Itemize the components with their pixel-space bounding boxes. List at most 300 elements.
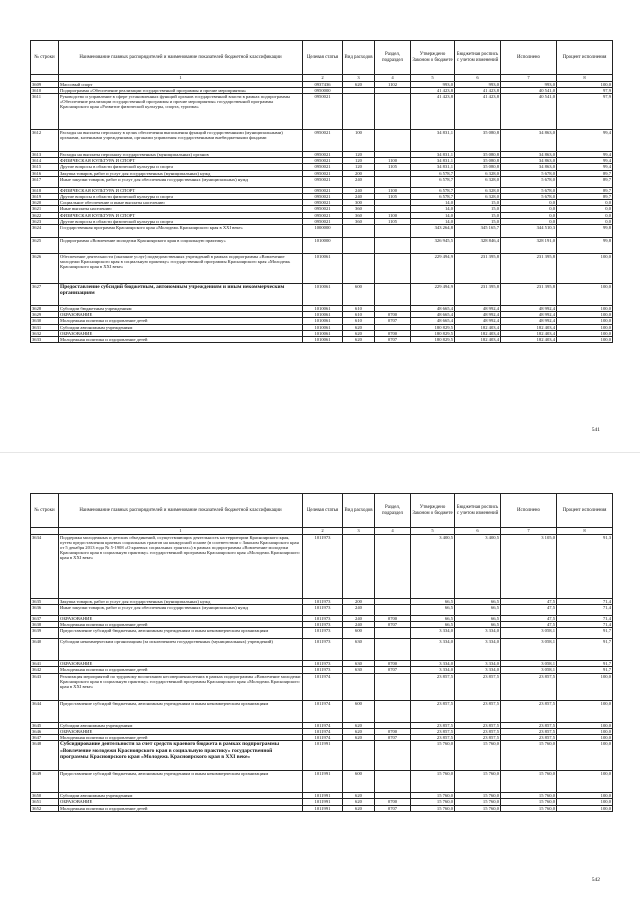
- row-number: 3627: [31, 284, 59, 306]
- row-executed: 0,0: [501, 206, 557, 212]
- row-number: 3649: [31, 771, 59, 793]
- row-percent: 99,4: [557, 164, 613, 170]
- row-section: 0707: [375, 337, 411, 343]
- row-approved: 3 334,0: [411, 628, 455, 639]
- row-approved: 6 578,7: [411, 176, 455, 187]
- row-approved: 3 334,0: [411, 667, 455, 673]
- row-name: Молодежная политика и оздоровление детей: [59, 318, 303, 324]
- row-name: Молодежная политика и оздоровление детей: [59, 805, 303, 811]
- row-target-code: 1010061: [303, 318, 343, 324]
- row-executed: 48 992,4: [501, 306, 557, 312]
- page-number: 542: [591, 877, 600, 883]
- row-name: Иные выплаты населению: [59, 206, 303, 212]
- row-number: 3611: [31, 94, 59, 130]
- row-schedule: 35 080,8: [455, 130, 501, 152]
- row-approved: 15 760,0: [411, 805, 455, 811]
- col-index: 6: [455, 528, 501, 535]
- row-percent: 91,7: [557, 628, 613, 639]
- row-approved: 34 831,1: [411, 152, 455, 158]
- row-schedule: 3 334,0: [455, 661, 501, 667]
- table-row: [31, 176, 613, 187]
- row-schedule: 15 760,0: [455, 799, 501, 805]
- row-approved: 48 665,4: [411, 312, 455, 318]
- table-row: [31, 741, 613, 771]
- row-number: 3635: [31, 598, 59, 604]
- row-approved: 343 264,8: [411, 225, 455, 238]
- row-schedule: 6 328,0: [455, 170, 501, 176]
- document-page-541: [0, 0, 640, 452]
- row-expense-type: [343, 254, 375, 284]
- row-executed: 23 857,5: [501, 735, 557, 741]
- row-approved: 326 945,5: [411, 238, 455, 254]
- row-number: 3626: [31, 254, 59, 284]
- row-section: [375, 771, 411, 793]
- row-expense-type: 610: [343, 312, 375, 318]
- row-name: Субсидии автономным учреждениям: [59, 722, 303, 728]
- row-schedule: 182 403,4: [455, 330, 501, 336]
- row-executed: 182 403,4: [501, 330, 557, 336]
- row-number: 3630: [31, 318, 59, 324]
- row-executed: 3 058,1: [501, 661, 557, 667]
- row-number: 3640: [31, 639, 59, 661]
- row-section: 1105: [375, 164, 411, 170]
- row-executed: 15 760,0: [501, 771, 557, 793]
- row-target-code: 0950021: [303, 212, 343, 218]
- row-target-code: 0950021: [303, 94, 343, 130]
- row-approved: 66,5: [411, 615, 455, 621]
- row-schedule: 182 403,4: [455, 337, 501, 343]
- row-executed: 34 863,0: [501, 152, 557, 158]
- col-header-percent: Процент исполнения: [557, 494, 613, 528]
- col-index: 5: [411, 75, 455, 82]
- row-name: Молодежная политика и оздоровление детей: [59, 735, 303, 741]
- row-percent: 100,0: [557, 805, 613, 811]
- row-schedule: 66,5: [455, 622, 501, 628]
- row-section: 0707: [375, 318, 411, 324]
- row-expense-type: 610: [343, 318, 375, 324]
- row-number: 3651: [31, 799, 59, 805]
- budget-table: [30, 493, 613, 812]
- row-name: Предоставление субсидий бюджетным, автономным учреждениям и иным некоммерческим организациям: [59, 771, 303, 793]
- table-row: [31, 94, 613, 130]
- row-expense-type: 240: [343, 622, 375, 628]
- row-target-code: 1011973: [303, 661, 343, 667]
- row-executed: 47,5: [501, 615, 557, 621]
- col-header-vid: Вид расходов: [343, 41, 375, 75]
- row-executed: 48 992,4: [501, 318, 557, 324]
- row-number: 3629: [31, 312, 59, 318]
- row-number: 3614: [31, 158, 59, 164]
- row-target-code: 1010061: [303, 337, 343, 343]
- row-approved: 14,0: [411, 218, 455, 224]
- row-executed: 231 395,8: [501, 254, 557, 284]
- col-header-schedule: Бюджетная роспись с учетом изменений: [455, 41, 501, 75]
- row-number: 3624: [31, 225, 59, 238]
- row-percent: 100,0: [557, 722, 613, 728]
- col-header-approved: Утверждено Законом о бюджете: [411, 494, 455, 528]
- row-approved: 14,0: [411, 206, 455, 212]
- row-number: 3638: [31, 622, 59, 628]
- row-approved: 34 831,1: [411, 158, 455, 164]
- row-target-code: 1010061: [303, 254, 343, 284]
- row-target-code: 1011973: [303, 598, 343, 604]
- row-percent: 99,4: [557, 152, 613, 158]
- row-approved: 6 578,7: [411, 187, 455, 193]
- row-percent: 100,0: [557, 306, 613, 312]
- table-row: [31, 604, 613, 615]
- row-target-code: 1011974: [303, 722, 343, 728]
- row-percent: 89,7: [557, 176, 613, 187]
- row-section: [375, 225, 411, 238]
- row-name: Социальное обеспечение и иные выплаты населению: [59, 200, 303, 206]
- row-percent: 100,0: [557, 673, 613, 700]
- row-number: 3650: [31, 793, 59, 799]
- row-target-code: 0950021: [303, 200, 343, 206]
- row-schedule: 3 334,0: [455, 639, 501, 661]
- row-section: 1100: [375, 212, 411, 218]
- row-name: Расходы на выплаты персоналу в целях обеспечения выполнения функций государственными (муниципальными) органами, казенными учреждениями, органами управления государственными внебюджетными фондами: [59, 130, 303, 152]
- row-schedule: 6 328,0: [455, 176, 501, 187]
- row-section: 0707: [375, 667, 411, 673]
- row-section: 1105: [375, 194, 411, 200]
- row-number: 3644: [31, 700, 59, 722]
- row-approved: 180 829,5: [411, 337, 455, 343]
- col-header-num: № строки: [31, 41, 59, 75]
- row-number: 3616: [31, 170, 59, 176]
- row-name: Массовый спорт: [59, 81, 303, 87]
- row-executed: 3 058,1: [501, 628, 557, 639]
- row-expense-type: 620: [343, 324, 375, 330]
- row-name: Субсидии автономным учреждениям: [59, 793, 303, 799]
- row-name: ФИЗИЧЕСКАЯ КУЛЬТУРА И СПОРТ: [59, 212, 303, 218]
- row-percent: 99,8: [557, 225, 613, 238]
- row-section: 0700: [375, 661, 411, 667]
- col-index: 6: [455, 75, 501, 82]
- col-header-razd: Раздел, подраздел: [375, 41, 411, 75]
- row-name: Поддержка молодежных и детских объединений, осуществляющих деятельность на территории Красноярского края, путем предоставления краевых социальных грантов на конкурсной основе (в соответствии с Законом Красноярского края от 5 декабря 2013 года № 5-1908 «О краевых социальных грантах») в рамках подпрограммы «Вовлечение молодежи Красноярского края в социальную практику» государственной программы Красноярского края «Молодежь Красноярского края в XXI веке»: [59, 534, 303, 598]
- table-row: [31, 225, 613, 238]
- row-name: Предоставление субсидий бюджетным, автономным учреждениям и иным некоммерческим организациям: [59, 700, 303, 722]
- row-schedule: 231 395,8: [455, 254, 501, 284]
- row-percent: 100,0: [557, 337, 613, 343]
- row-approved: 34 831,1: [411, 164, 455, 170]
- row-target-code: 1011991: [303, 805, 343, 811]
- row-target-code: 1011973: [303, 639, 343, 661]
- row-name: Иные закупки товаров, работ и услуг для обеспечения государственных (муниципальных) нужд: [59, 176, 303, 187]
- row-schedule: 3 334,0: [455, 628, 501, 639]
- row-approved: 34 831,1: [411, 130, 455, 152]
- row-expense-type: 120: [343, 158, 375, 164]
- page-number: 541: [591, 427, 600, 433]
- row-approved: 993,0: [411, 81, 455, 87]
- row-name: Расходы на выплаты персоналу государственных (муниципальных) органов: [59, 152, 303, 158]
- row-expense-type: 620: [343, 805, 375, 811]
- table-row: [31, 130, 613, 152]
- row-target-code: 1010061: [303, 330, 343, 336]
- row-section: 0700: [375, 799, 411, 805]
- row-number: 3622: [31, 212, 59, 218]
- row-number: 3609: [31, 81, 59, 87]
- row-section: [375, 254, 411, 284]
- row-percent: 100,0: [557, 254, 613, 284]
- row-target-code: 0950021: [303, 170, 343, 176]
- row-name: Обеспечение деятельности (оказание услуг) подведомственных учреждений в рамках подпрограммы «Вовлечение молодежи Красноярского края в социальную практику» государственной программы Красноярского края «Молодежь Красноярского края в XXI веке»: [59, 254, 303, 284]
- row-executed: 3 058,1: [501, 639, 557, 661]
- row-number: 3643: [31, 673, 59, 700]
- row-target-code: 1011974: [303, 673, 343, 700]
- row-section: 0700: [375, 330, 411, 336]
- row-schedule: 48 992,4: [455, 306, 501, 312]
- row-executed: 23 857,5: [501, 728, 557, 734]
- row-number: 3637: [31, 615, 59, 621]
- row-expense-type: 200: [343, 170, 375, 176]
- row-number: 3636: [31, 604, 59, 615]
- row-number: 3632: [31, 330, 59, 336]
- row-expense-type: 240: [343, 194, 375, 200]
- table-row: [31, 639, 613, 661]
- row-percent: 100,0: [557, 741, 613, 771]
- row-schedule: 345 165,7: [455, 225, 501, 238]
- col-index: 1: [59, 528, 303, 535]
- row-number: 3618: [31, 187, 59, 193]
- row-expense-type: 360: [343, 218, 375, 224]
- col-index: 7: [501, 528, 557, 535]
- col-header-percent: Процент исполнения: [557, 41, 613, 75]
- row-expense-type: 200: [343, 598, 375, 604]
- row-target-code: 1011991: [303, 741, 343, 771]
- row-approved: 66,5: [411, 598, 455, 604]
- row-name: Другие вопросы в области физической культуры и спорта: [59, 218, 303, 224]
- row-approved: 66,5: [411, 604, 455, 615]
- row-executed: 34 863,0: [501, 158, 557, 164]
- row-approved: 23 857,5: [411, 728, 455, 734]
- row-section: [375, 604, 411, 615]
- row-approved: 229 494,9: [411, 284, 455, 306]
- row-schedule: 66,5: [455, 598, 501, 604]
- row-percent: 0,0: [557, 212, 613, 218]
- row-percent: 100,0: [557, 793, 613, 799]
- row-executed: 34 863,0: [501, 130, 557, 152]
- row-number: 3634: [31, 534, 59, 598]
- row-approved: 41 423,8: [411, 87, 455, 93]
- row-name: Субсидии автономным учреждениям: [59, 324, 303, 330]
- row-schedule: 23 857,5: [455, 728, 501, 734]
- row-schedule: 23 857,5: [455, 722, 501, 728]
- row-section: 1100: [375, 187, 411, 193]
- table-header-row: [31, 494, 613, 528]
- col-header-name: Наименование главных распорядителей и наименование показателей бюджетной классификации: [59, 41, 303, 75]
- col-index: 3: [343, 528, 375, 535]
- row-name: Иные закупки товаров, работ и услуг для обеспечения государственных (муниципальных) нужд: [59, 604, 303, 615]
- row-number: 3628: [31, 306, 59, 312]
- row-number: 3648: [31, 741, 59, 771]
- row-name: Подпрограмма «Вовлечение молодежи Красноярского края в социальную практику»: [59, 238, 303, 254]
- row-name: Руководство и управление в сфере установленных функций органов государственной власти в рамках подпрограммы «Обеспечение реализации государственной программы и прочие мероприятия» государственной программы Красноярского края «Развитие физической культуры, спорта, туризма»: [59, 94, 303, 130]
- row-percent: 99,4: [557, 130, 613, 152]
- row-schedule: 993,0: [455, 81, 501, 87]
- row-approved: 3 400,5: [411, 534, 455, 598]
- col-index: 2: [303, 75, 343, 82]
- row-schedule: 23 857,5: [455, 735, 501, 741]
- row-executed: 40 541,0: [501, 87, 557, 93]
- row-target-code: 1011991: [303, 771, 343, 793]
- row-number: 3615: [31, 164, 59, 170]
- row-executed: 23 857,5: [501, 700, 557, 722]
- row-approved: 41 423,8: [411, 94, 455, 130]
- row-section: [375, 628, 411, 639]
- col-index: 5: [411, 528, 455, 535]
- row-percent: 91,7: [557, 661, 613, 667]
- row-expense-type: 600: [343, 771, 375, 793]
- row-approved: 3 334,0: [411, 639, 455, 661]
- row-expense-type: 620: [343, 722, 375, 728]
- row-executed: 15 760,0: [501, 793, 557, 799]
- row-percent: 91,7: [557, 667, 613, 673]
- document-page-542: [0, 453, 640, 905]
- row-section: [375, 700, 411, 722]
- row-target-code: 0950021: [303, 176, 343, 187]
- row-percent: 71,4: [557, 604, 613, 615]
- row-name: Субсидирование деятельности за счет средств краевого бюджета в рамках подпрограммы «Вовлечение молодежи Красноярского края в социальную практику» государственной программы Красноярского края «Молодежь Красноярского края в XXI веке»: [59, 741, 303, 771]
- row-section: 0707: [375, 622, 411, 628]
- row-approved: 6 578,7: [411, 194, 455, 200]
- row-expense-type: [343, 741, 375, 771]
- row-expense-type: 620: [343, 330, 375, 336]
- row-percent: 100,0: [557, 735, 613, 741]
- row-expense-type: 300: [343, 200, 375, 206]
- row-executed: 48 992,4: [501, 312, 557, 318]
- col-header-executed: Исполнено: [501, 494, 557, 528]
- table-body: [31, 534, 613, 811]
- row-approved: 180 829,5: [411, 330, 455, 336]
- row-executed: 993,0: [501, 81, 557, 87]
- row-executed: 344 510,3: [501, 225, 557, 238]
- column-index-row: [31, 528, 613, 535]
- row-schedule: 35 080,8: [455, 158, 501, 164]
- row-schedule: 23 857,5: [455, 700, 501, 722]
- col-index: 7: [501, 75, 557, 82]
- row-name: Закупка товаров, работ и услуг для государственных (муниципальных) нужд: [59, 170, 303, 176]
- row-number: 3620: [31, 200, 59, 206]
- row-section: [375, 284, 411, 306]
- row-executed: 23 857,5: [501, 722, 557, 728]
- row-name: Предоставление субсидий бюджетным, автономным учреждениям и иным некоммерческим организациям: [59, 628, 303, 639]
- row-percent: 89,7: [557, 194, 613, 200]
- row-percent: 97,9: [557, 94, 613, 130]
- row-section: [375, 534, 411, 598]
- row-percent: 0,0: [557, 218, 613, 224]
- row-expense-type: 240: [343, 187, 375, 193]
- col-index: 3: [343, 75, 375, 82]
- table-row: [31, 254, 613, 284]
- row-approved: 23 857,5: [411, 722, 455, 728]
- row-target-code: 1010061: [303, 306, 343, 312]
- row-executed: 0,0: [501, 212, 557, 218]
- row-percent: 71,4: [557, 615, 613, 621]
- row-target-code: 1011973: [303, 615, 343, 621]
- row-expense-type: 120: [343, 152, 375, 158]
- row-approved: 14,0: [411, 212, 455, 218]
- col-header-name: Наименование главных распорядителей и наименование показателей бюджетной классификации: [59, 494, 303, 528]
- row-number: 3621: [31, 206, 59, 212]
- row-schedule: 41 423,8: [455, 94, 501, 130]
- col-header-code: Целевая статья: [303, 494, 343, 528]
- row-section: [375, 238, 411, 254]
- row-schedule: 328 846,4: [455, 238, 501, 254]
- row-number: 3652: [31, 805, 59, 811]
- row-section: [375, 94, 411, 130]
- row-number: 3619: [31, 194, 59, 200]
- row-approved: 66,5: [411, 622, 455, 628]
- row-percent: 71,4: [557, 622, 613, 628]
- row-executed: 15 760,0: [501, 741, 557, 771]
- row-approved: 48 665,4: [411, 306, 455, 312]
- row-section: 0700: [375, 728, 411, 734]
- col-header-code: Целевая статья: [303, 41, 343, 75]
- row-number: 3617: [31, 176, 59, 187]
- row-percent: 99,4: [557, 158, 613, 164]
- budget-table: [30, 40, 613, 343]
- row-schedule: 48 992,4: [455, 318, 501, 324]
- table-row: [31, 534, 613, 598]
- row-executed: 40 541,0: [501, 94, 557, 130]
- col-index: 8: [557, 528, 613, 535]
- row-name: Молодежная политика и оздоровление детей: [59, 337, 303, 343]
- row-executed: 15 760,0: [501, 799, 557, 805]
- row-approved: 23 857,5: [411, 673, 455, 700]
- row-expense-type: [343, 225, 375, 238]
- row-target-code: 0950000: [303, 87, 343, 93]
- row-executed: 47,5: [501, 622, 557, 628]
- row-name: ФИЗИЧЕСКАЯ КУЛЬТУРА И СПОРТ: [59, 158, 303, 164]
- row-percent: 99,8: [557, 238, 613, 254]
- row-percent: 100,0: [557, 81, 613, 87]
- row-executed: 5 678,0: [501, 194, 557, 200]
- row-target-code: 0950021: [303, 130, 343, 152]
- row-expense-type: 240: [343, 176, 375, 187]
- row-approved: 15 760,0: [411, 771, 455, 793]
- row-schedule: 15 760,0: [455, 805, 501, 811]
- row-name: Реализация мероприятий по трудовому воспитанию несовершеннолетних в рамках подпрограммы «Вовлечение молодежи Красноярского края в социальную практику» государственной программы Красноярского края «Молодежь Красноярского края в XXI веке»: [59, 673, 303, 700]
- col-index: 8: [557, 75, 613, 82]
- row-expense-type: 360: [343, 212, 375, 218]
- row-expense-type: 600: [343, 700, 375, 722]
- row-target-code: 1010000: [303, 238, 343, 254]
- row-approved: 15 760,0: [411, 799, 455, 805]
- row-section: [375, 673, 411, 700]
- row-target-code: 0950021: [303, 187, 343, 193]
- row-percent: 100,0: [557, 799, 613, 805]
- row-number: 3646: [31, 728, 59, 734]
- row-target-code: 0950021: [303, 218, 343, 224]
- row-number: 3613: [31, 152, 59, 158]
- row-section: 0707: [375, 735, 411, 741]
- table-row: [31, 337, 613, 343]
- row-percent: 89,7: [557, 170, 613, 176]
- row-executed: 5 678,0: [501, 176, 557, 187]
- row-target-code: 1010061: [303, 312, 343, 318]
- row-expense-type: 600: [343, 284, 375, 306]
- row-approved: 15 760,0: [411, 793, 455, 799]
- row-approved: 23 857,5: [411, 735, 455, 741]
- row-schedule: 35 080,8: [455, 152, 501, 158]
- col-index: [31, 528, 59, 535]
- row-schedule: 15 760,0: [455, 741, 501, 771]
- row-number: 3625: [31, 238, 59, 254]
- row-expense-type: 620: [343, 735, 375, 741]
- row-target-code: 1000000: [303, 225, 343, 238]
- row-percent: 100,0: [557, 728, 613, 734]
